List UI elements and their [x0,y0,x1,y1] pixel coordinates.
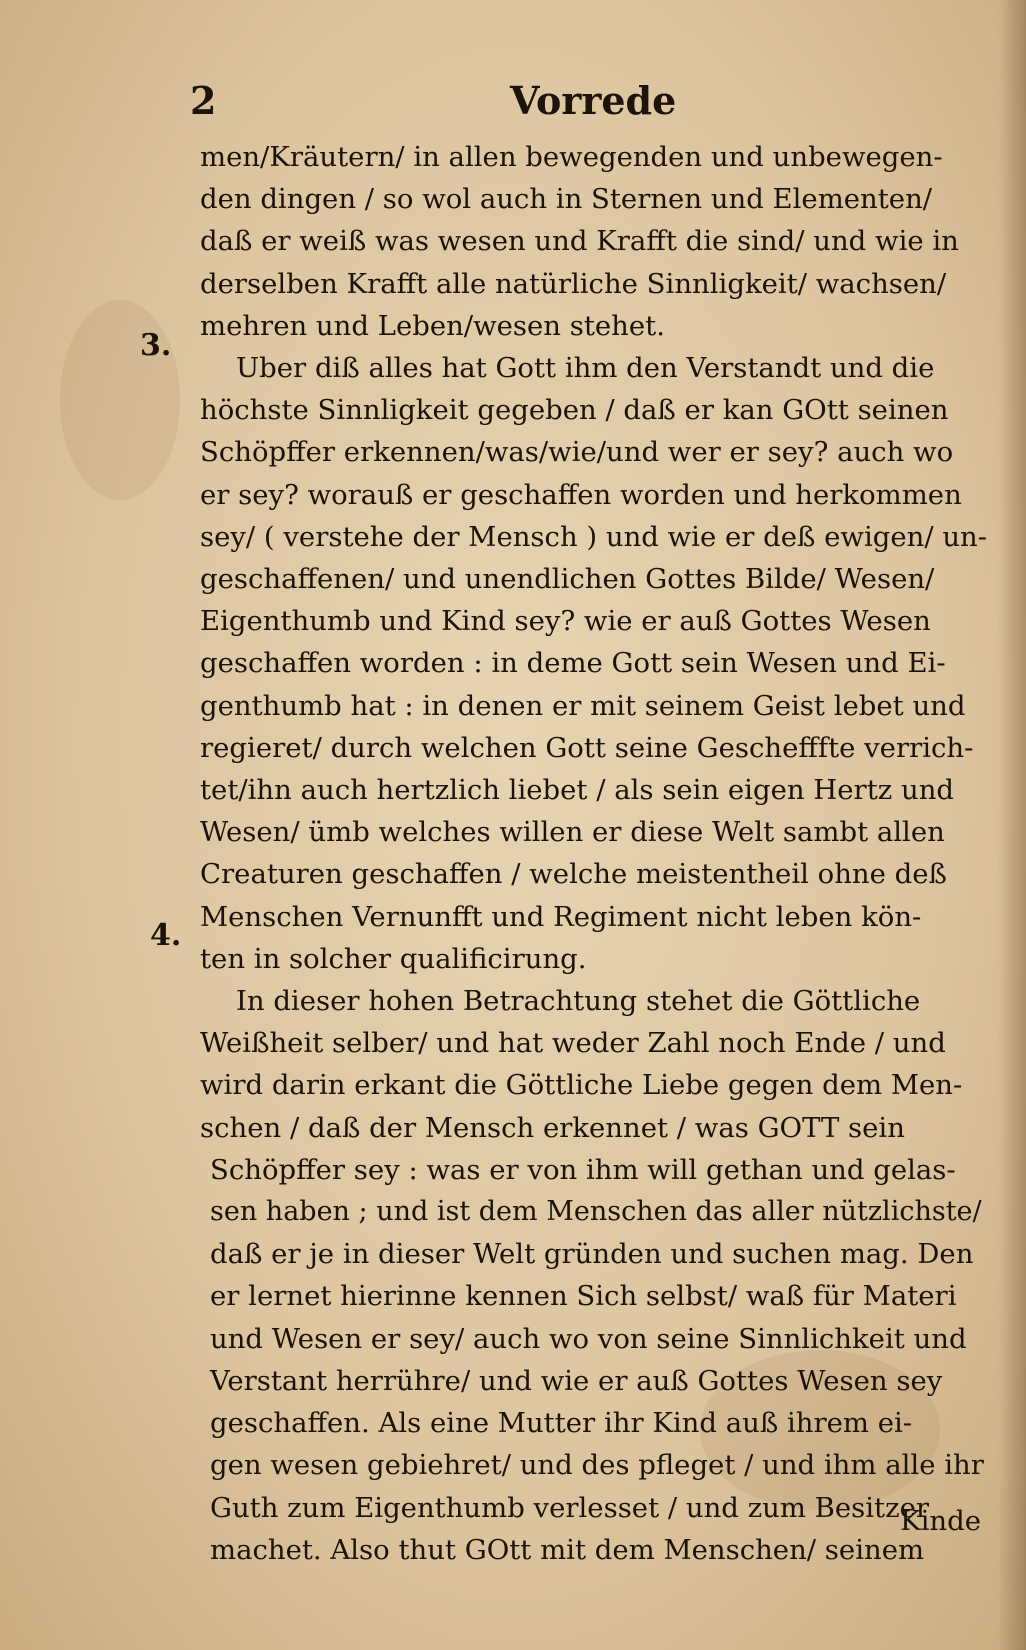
paragraph-4 [200,980,990,1571]
text-line: Creaturen geschaffen / welche meistentheil ohne deß [200,858,947,891]
paragraph-number-4: 4. [150,918,182,953]
text-line: sen haben ; und ist dem Menschen das aller nützlichste/ [210,1196,982,1228]
text-line: daß er weiß was wesen und Krafft die sind/ und wie in [200,225,959,258]
text-line: daß er je in dieser Welt gründen und suchen mag. Den [210,1238,974,1271]
body-text [200,136,990,1571]
text-line: höchste Sinnligkeit gegeben / daß er kan GOtt seinen [200,394,949,427]
text-line: Menschen Vernunfft und Regiment nicht leben kön- [200,900,922,933]
page-header [190,78,980,128]
text-line: und Wesen er sey/ auch wo von seine Sinnlichkeit und [210,1322,967,1355]
text-line: In dieser hohen Betrachtung stehet die Göttliche [236,985,921,1018]
text-line: er lernet hierinne kennen Sich selbst/ waß für Materi [210,1280,957,1313]
text-line: Schöpffer sey : was er von ihm will gethan und gelas- [210,1153,956,1186]
text-line: Wesen/ ümb welches willen er diese Welt sambt allen [200,816,945,849]
text-line: schen / daß der Mensch erkennet / was GOTT sein [200,1111,905,1144]
text-line: Verstant herrühre/ und wie er auß Gottes Wesen sey [210,1364,943,1397]
text-line: den dingen / so wol auch in Sternen und Elementen/ [200,183,933,216]
running-title: Vorrede [510,78,677,123]
text-line: ten in solcher qualificirung. [200,942,587,975]
paragraph-number-3: 3. [140,328,172,363]
text-line: Uber diß alles hat Gott ihm den Verstandt und die [236,352,935,385]
text-line: sey/ ( verstehe der Mensch ) und wie er deß ewigen/ un- [200,520,988,553]
text-line: men/Kräutern/ in allen bewegenden und unbewegen- [200,141,943,173]
text-line: geschaffen. Als eine Mutter ihr Kind auß ihrem ei- [210,1407,913,1440]
text-line: wird darin erkant die Göttliche Liebe gegen dem Men- [200,1069,963,1102]
text-line: tet/ihn auch hertzlich liebet / als sein eigen Hertz und [200,774,955,807]
paragraph-continuation [200,136,990,347]
text-line: gen wesen gebiehret/ und des pfleget / und ihm alle ihr [210,1449,984,1482]
paragraph-3 [200,347,990,980]
text-line: geschaffenen/ und unendlichen Gottes Bilde/ Wesen/ [200,563,935,596]
page-number: 2 [190,78,217,123]
text-line: derselben Krafft alle natürliche Sinnligkeit/ wachsen/ [200,267,947,300]
text-line: Schöpffer erkennen/was/wie/und wer er sey? auch wo [200,436,954,469]
text-line: machet. Also thut GOtt mit dem Menschen/ seinem [210,1533,925,1566]
text-line: Guth zum Eigenthumb verlesset / und zum Besitzer [210,1491,930,1524]
page-edge-shadow [998,0,1026,1650]
text-line: Eigenthumb und Kind sey? wie er auß Gottes Wesen [200,605,931,638]
text-line: geschaffen worden : in deme Gott sein Wesen und Ei- [200,647,946,680]
text-line: Weißheit selber/ und hat weder Zahl noch Ende / und [200,1027,946,1060]
text-line: er sey? worauß er geschaffen worden und herkommen [200,478,962,511]
text-line: regieret/ durch welchen Gott seine Geschefffte verrich- [200,731,974,764]
text-line: genthumb hat : in denen er mit seinem Geist lebet und [200,689,966,722]
text-line: mehren und Leben/wesen stehet. [200,309,665,342]
catchword: Kinde [900,1505,981,1537]
